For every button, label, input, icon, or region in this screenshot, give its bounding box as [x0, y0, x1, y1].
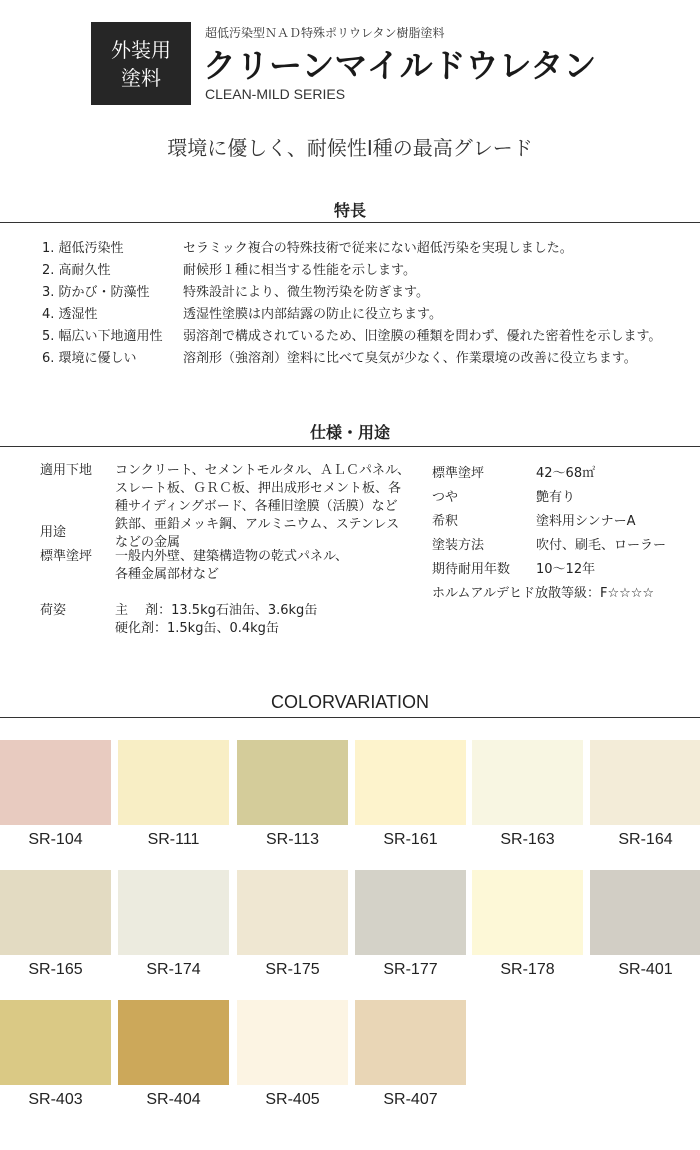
color-swatch[interactable] [118, 1000, 229, 1109]
spec-substrate-line: などの金属 [115, 535, 181, 550]
spec-value: 10〜12年 [536, 562, 596, 577]
formaldehyde-rating: ホルムアルデヒド放散等級：F☆☆☆☆ [432, 586, 655, 601]
color-swatch[interactable] [355, 740, 466, 849]
feature-description: 透湿性塗膜は内部結露の防止に役立ちます。 [183, 307, 442, 322]
color-swatch[interactable] [0, 740, 111, 849]
spec-row [432, 534, 666, 558]
spec-package-label: 荷姿 [40, 603, 67, 618]
category-badge [91, 22, 191, 105]
specs-right-column [432, 462, 666, 606]
color-swatch[interactable] [472, 740, 583, 849]
color-swatch[interactable] [118, 740, 229, 849]
spec-usage-label: 用途 [40, 525, 67, 540]
color-chip[interactable] [237, 870, 348, 955]
color-code: SR-404 [146, 1091, 201, 1108]
spec-substrate-line: コンクリート、セメントモルタル、ＡＬＣパネル、 [115, 463, 410, 478]
spec-package-line: 主 剤：13.5kg石油缶、3.6kg缶 [115, 603, 318, 618]
spec-substrate-line: 鉄部、亜鉛メッキ鋼、アルミニウム、ステンレス [115, 517, 400, 532]
feature-row [42, 348, 661, 370]
features-heading: 特長 [333, 201, 366, 220]
color-variation-heading: COLORVARIATION [270, 692, 430, 712]
color-divider [0, 717, 700, 718]
specs-heading: 仕様・用途 [309, 423, 390, 442]
color-chip[interactable] [472, 740, 583, 825]
spec-substrate-line: スレート板、ＧＲＣ板、押出成形セメント板、各 [115, 481, 402, 496]
color-swatch[interactable] [237, 870, 348, 979]
spec-label: 標準塗坪 [432, 466, 485, 481]
color-chip[interactable] [0, 1000, 111, 1085]
spec-coverage-line: 一般内外壁、建築構造物の乾式パネル、 [115, 549, 348, 564]
color-code: SR-111 [147, 831, 200, 848]
color-chip[interactable] [472, 870, 583, 955]
color-swatch[interactable] [0, 1000, 111, 1109]
feature-row [42, 304, 661, 326]
color-swatch[interactable] [472, 870, 583, 979]
color-code: SR-405 [265, 1091, 320, 1108]
spec-coverage-label: 標準塗坪 [40, 549, 93, 564]
color-swatch[interactable] [355, 1000, 466, 1109]
spec-substrate-label: 適用下地 [40, 463, 93, 478]
feature-description: 特殊設計により、微生物汚染を防ぎます。 [183, 285, 429, 300]
feature-row [42, 282, 661, 304]
color-code: SR-178 [500, 961, 555, 978]
color-swatch[interactable] [0, 870, 111, 979]
product-kicker: 超低汚染型ＮＡＤ特殊ポリウレタン樹脂塗料 [205, 26, 445, 40]
features-divider [0, 222, 700, 223]
spec-label: つや [432, 490, 459, 505]
feature-name: 4. 透湿性 [42, 307, 98, 322]
feature-row [42, 326, 661, 348]
feature-description: セラミック複合の特殊技術で従来にない超低汚染を実現しました。 [183, 241, 573, 256]
spec-row [432, 510, 666, 534]
color-chip[interactable] [118, 1000, 229, 1085]
spec-label: 期待耐用年数 [432, 562, 511, 577]
feature-description: 溶剤形（強溶剤）塗料に比べて臭気が少なく、作業環境の改善に役立ちます。 [183, 351, 637, 366]
color-swatch[interactable] [590, 870, 700, 979]
spec-coverage-line: 各種金属部材など [115, 567, 220, 582]
badge-line-2: 塗料 [121, 65, 161, 90]
product-series: CLEAN-MILD SERIES [205, 86, 346, 102]
specs-divider [0, 446, 700, 447]
spec-substrate-value [115, 462, 410, 552]
color-code: SR-161 [383, 831, 438, 848]
feature-name: 5. 幅広い下地適用性 [42, 329, 163, 344]
color-swatch[interactable] [237, 1000, 348, 1109]
feature-row [42, 238, 661, 260]
product-tagline: 環境に優しく、耐候性Ⅰ種の最高グレード [167, 136, 533, 160]
color-swatch[interactable] [590, 740, 700, 849]
color-code: SR-163 [500, 831, 555, 848]
color-chip[interactable] [0, 870, 111, 955]
spec-value: 艶有り [536, 490, 576, 505]
feature-description: 弱溶剤で構成されているため、旧塗膜の種類を問わず、優れた密着性を示します。 [183, 329, 662, 344]
product-title: クリーンマイルドウレタン [203, 46, 597, 85]
spec-substrate-line: 種サイディングボード、各種旧塗膜（活膜）など [115, 499, 398, 514]
spec-value: 塗料用シンナーA [536, 514, 636, 529]
spec-row [432, 486, 666, 510]
feature-name: 3. 防かび・防藻性 [42, 285, 150, 300]
color-chip[interactable] [118, 870, 229, 955]
color-code: SR-403 [28, 1091, 83, 1108]
color-chip[interactable] [355, 740, 466, 825]
spec-row [432, 462, 666, 486]
feature-name: 6. 環境に優しい [42, 351, 137, 366]
spec-package-line: 硬化剤：1.5kg缶、0.4kg缶 [115, 621, 279, 636]
spec-label: 希釈 [432, 514, 459, 529]
color-code: SR-164 [618, 831, 673, 848]
feature-row [42, 260, 661, 282]
color-code: SR-401 [618, 961, 673, 978]
color-chip[interactable] [0, 740, 111, 825]
color-code: SR-174 [146, 961, 201, 978]
features-list [42, 238, 661, 370]
color-chip[interactable] [355, 1000, 466, 1085]
feature-description: 耐候形１種に相当する性能を示します。 [183, 263, 416, 278]
feature-name: 1. 超低汚染性 [42, 241, 124, 256]
color-swatch[interactable] [355, 870, 466, 979]
spec-row [432, 558, 666, 582]
color-chip[interactable] [590, 870, 700, 955]
color-chip[interactable] [237, 740, 348, 825]
color-swatch[interactable] [118, 870, 229, 979]
badge-line-1: 外装用 [111, 37, 171, 62]
color-code: SR-113 [265, 831, 320, 848]
color-chip[interactable] [237, 1000, 348, 1085]
color-code: SR-177 [383, 961, 438, 978]
spec-package-value [115, 602, 317, 638]
feature-name: 2. 高耐久性 [42, 263, 111, 278]
color-code: SR-175 [265, 961, 320, 978]
color-chip[interactable] [355, 870, 466, 955]
color-code: SR-165 [28, 961, 83, 978]
color-chip[interactable] [590, 740, 700, 825]
spec-value: 42〜68㎡ [536, 466, 596, 481]
color-swatch[interactable] [237, 740, 348, 849]
color-chip[interactable] [118, 740, 229, 825]
spec-label: 塗装方法 [432, 538, 485, 553]
spec-value: 吹付、刷毛、ローラー [536, 538, 667, 553]
spec-coverage-value [115, 548, 348, 584]
color-code: SR-407 [383, 1091, 438, 1108]
color-code: SR-104 [28, 831, 83, 848]
